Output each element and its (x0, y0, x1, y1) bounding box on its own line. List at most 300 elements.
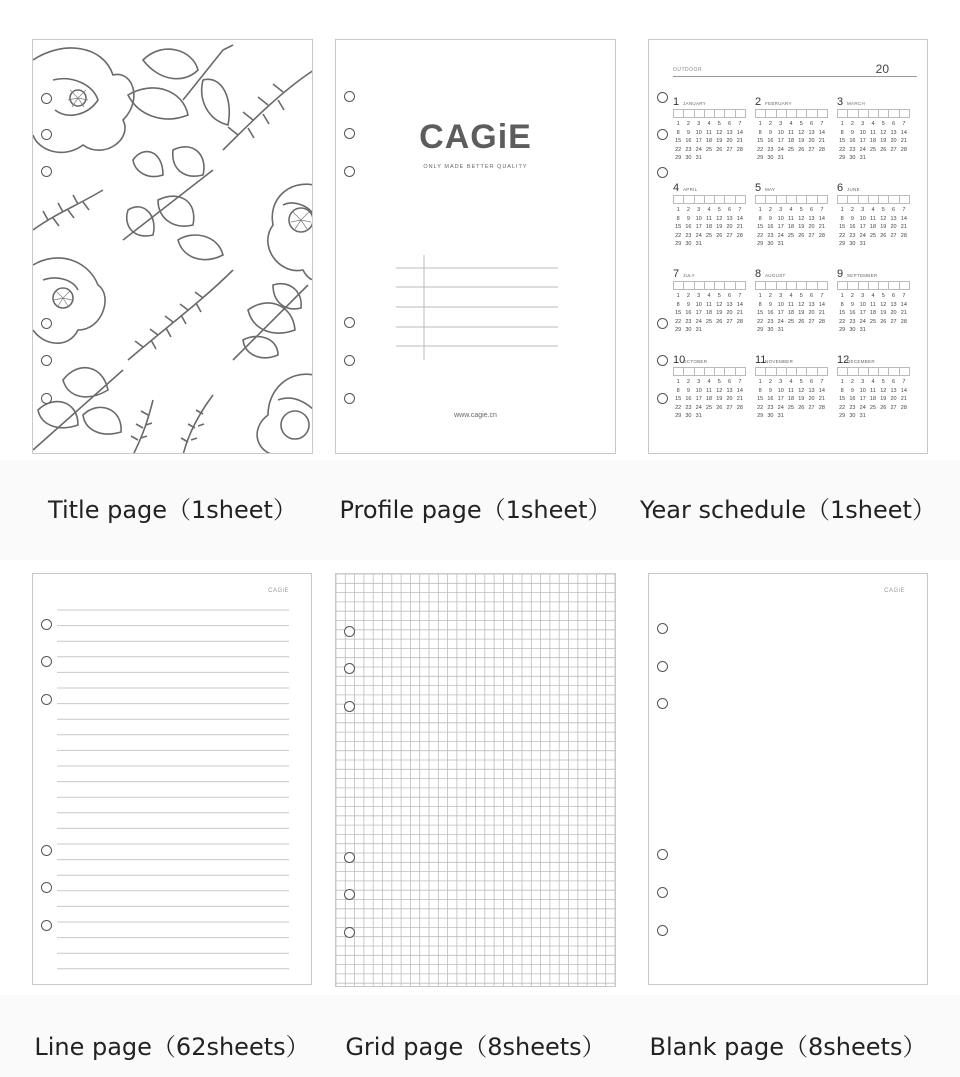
month-name: JULY (683, 273, 695, 278)
month-days (673, 293, 745, 334)
day-number: 21 (736, 138, 743, 144)
website-text: www.cagie.cn (454, 412, 497, 419)
day-number: 16 (849, 224, 856, 230)
month-block (837, 96, 909, 162)
month-boxes (837, 109, 909, 118)
day-number: 13 (890, 387, 897, 394)
day-number: 27 (808, 146, 815, 153)
month-name: SEPTEMBER (847, 273, 878, 278)
day-number: 17 (859, 224, 866, 230)
day-number: 9 (850, 301, 854, 308)
day-number: 4 (707, 207, 711, 213)
day-number: 23 (767, 146, 774, 153)
month-number: 5 (755, 182, 762, 194)
day-number: 22 (675, 404, 682, 411)
month-header (673, 96, 745, 108)
month-boxes (837, 195, 909, 204)
day-number: 14 (900, 215, 907, 222)
day-number: 2 (686, 121, 690, 127)
day-number: 11 (870, 215, 876, 222)
day-number: 31 (859, 327, 866, 333)
day-number: 20 (726, 224, 733, 230)
day-number: 7 (902, 379, 906, 385)
caption-year-schedule: Year schedule（1sheet） (640, 496, 936, 524)
day-number: 31 (859, 241, 866, 247)
day-number: 31 (777, 413, 784, 419)
day-number: 31 (695, 155, 702, 161)
day-number: 11 (788, 387, 794, 394)
month-boxes (673, 281, 745, 290)
day-number: 20 (726, 396, 733, 402)
month-days (673, 379, 745, 420)
day-number: 16 (767, 224, 774, 230)
day-number: 4 (707, 293, 711, 299)
day-number: 12 (716, 387, 723, 394)
day-number: 27 (726, 318, 733, 325)
caption-profile-page: Profile page（1sheet） (339, 496, 612, 524)
day-number: 22 (839, 232, 846, 239)
month-number: 6 (837, 182, 844, 194)
binder-hole (657, 887, 668, 898)
caption-line-page: Line page（62sheets） (34, 1033, 310, 1061)
month-block (755, 354, 827, 420)
day-number: 12 (798, 215, 805, 222)
binder-hole (41, 93, 52, 104)
year-schedule-header (673, 62, 917, 77)
day-number: 12 (880, 129, 887, 136)
day-number: 4 (707, 121, 711, 127)
day-number: 6 (810, 293, 814, 299)
day-number: 27 (726, 146, 733, 153)
day-number: 7 (902, 293, 906, 299)
month-name: MAY (765, 187, 776, 192)
day-number: 24 (695, 318, 702, 325)
day-number: 13 (726, 129, 733, 136)
day-number: 28 (818, 232, 825, 239)
month-boxes (755, 195, 827, 204)
day-number: 3 (697, 379, 701, 385)
day-number: 27 (726, 404, 733, 411)
day-number: 6 (728, 121, 732, 127)
month-block (673, 96, 745, 162)
day-number: 9 (768, 301, 772, 308)
binder-hole (657, 661, 668, 672)
day-number: 30 (849, 327, 856, 333)
day-number: 8 (676, 215, 680, 222)
day-number: 3 (861, 121, 865, 127)
day-number: 13 (808, 301, 815, 308)
day-number: 15 (675, 310, 682, 316)
day-number: 23 (849, 146, 856, 153)
day-number: 24 (777, 232, 784, 239)
month-boxes (673, 367, 745, 376)
binder-hole (41, 656, 52, 667)
day-number: 27 (808, 404, 815, 411)
binder-hole (344, 128, 355, 139)
day-number: 25 (705, 232, 713, 239)
day-number: 13 (726, 215, 733, 222)
day-number: 26 (880, 232, 887, 239)
day-number: 29 (675, 241, 682, 247)
day-number: 4 (707, 379, 711, 385)
day-number: 16 (849, 138, 856, 144)
day-number: 13 (726, 301, 733, 308)
day-number: 6 (810, 121, 814, 127)
day-number: 17 (695, 138, 702, 144)
brand-mark: CAGiE (268, 588, 289, 594)
day-number: 18 (705, 396, 713, 402)
month-name: MARCH (847, 101, 865, 106)
day-number: 17 (777, 138, 784, 144)
day-number: 13 (808, 129, 815, 136)
day-number: 29 (839, 241, 846, 247)
day-number: 1 (758, 379, 762, 385)
day-number: 13 (726, 387, 733, 394)
month-number: 3 (837, 96, 844, 108)
day-number: 9 (686, 129, 690, 136)
month-boxes (755, 109, 827, 118)
day-number: 20 (808, 224, 815, 230)
day-number: 10 (695, 129, 702, 136)
day-number: 10 (777, 215, 784, 222)
month-header (837, 354, 909, 366)
day-number: 17 (695, 310, 702, 316)
day-number: 21 (900, 224, 907, 230)
day-number: 21 (818, 396, 825, 402)
month-name: FEBRUARY (765, 101, 792, 106)
day-number: 24 (859, 146, 866, 153)
month-block (755, 268, 827, 334)
day-number: 28 (818, 146, 825, 153)
day-number: 20 (808, 310, 815, 316)
day-number: 30 (849, 241, 856, 247)
day-number: 11 (870, 301, 876, 308)
day-number: 16 (685, 310, 692, 316)
day-number: 19 (716, 138, 723, 144)
day-number: 6 (810, 207, 814, 213)
day-number: 21 (818, 138, 825, 144)
month-boxes (837, 367, 909, 376)
day-number: 27 (726, 232, 733, 239)
day-number: 31 (777, 327, 784, 333)
line-page-sheet (32, 573, 312, 985)
day-number: 19 (716, 224, 723, 230)
ruled-lines (33, 574, 312, 985)
day-number: 30 (685, 327, 692, 333)
day-number: 22 (839, 146, 846, 153)
day-number: 26 (880, 404, 887, 411)
day-number: 29 (675, 413, 682, 419)
day-number: 22 (675, 146, 682, 153)
day-number: 11 (870, 387, 876, 394)
day-number: 11 (706, 387, 712, 394)
month-days (755, 121, 827, 162)
binder-hole (41, 694, 52, 705)
day-number: 21 (900, 138, 907, 144)
day-number: 19 (798, 396, 805, 402)
day-number: 2 (850, 207, 854, 213)
day-number: 12 (716, 215, 723, 222)
day-number: 21 (818, 224, 825, 230)
binder-hole (657, 92, 668, 103)
day-number: 3 (861, 379, 865, 385)
day-number: 11 (788, 129, 794, 136)
day-number: 8 (840, 301, 844, 308)
day-number: 24 (695, 146, 702, 153)
binder-hole (657, 393, 668, 404)
day-number: 19 (798, 224, 805, 230)
day-number: 14 (818, 301, 825, 308)
day-number: 11 (870, 129, 876, 136)
day-number: 3 (861, 207, 865, 213)
day-number: 30 (767, 327, 774, 333)
month-number: 4 (673, 182, 680, 194)
day-number: 8 (676, 387, 680, 394)
day-number: 21 (818, 310, 825, 316)
day-number: 21 (900, 396, 907, 402)
month-boxes (673, 109, 745, 118)
month-header (755, 96, 827, 108)
day-number: 31 (777, 241, 784, 247)
day-number: 10 (777, 387, 784, 394)
day-number: 19 (880, 224, 887, 230)
month-boxes (755, 367, 827, 376)
day-number: 15 (675, 224, 682, 230)
day-number: 7 (820, 293, 824, 299)
day-number: 15 (757, 310, 764, 316)
binder-hole (657, 129, 668, 140)
binder-hole (344, 393, 355, 404)
day-number: 2 (768, 379, 772, 385)
day-number: 15 (839, 310, 846, 316)
year-label: 20 (875, 62, 889, 76)
day-number: 24 (777, 404, 784, 411)
binder-hole (344, 663, 355, 674)
day-number: 24 (859, 318, 866, 325)
day-number: 5 (881, 293, 885, 299)
day-number: 22 (757, 318, 764, 325)
month-header (673, 268, 745, 280)
day-number: 5 (717, 121, 721, 127)
month-name: OCTOBER (683, 359, 708, 364)
month-days (837, 207, 909, 248)
day-number: 3 (697, 121, 701, 127)
day-number: 4 (789, 121, 793, 127)
day-number: 28 (900, 404, 907, 411)
day-number: 30 (849, 155, 856, 161)
day-number: 23 (849, 318, 856, 325)
day-number: 1 (840, 293, 844, 299)
day-number: 25 (705, 404, 713, 411)
binder-hole (344, 91, 355, 102)
day-number: 1 (676, 121, 680, 127)
day-number: 15 (757, 138, 764, 144)
day-number: 1 (840, 379, 844, 385)
day-number: 29 (757, 413, 764, 419)
binder-hole (344, 927, 355, 938)
day-number: 4 (871, 379, 875, 385)
day-number: 27 (890, 404, 897, 411)
day-number: 23 (685, 146, 692, 153)
day-number: 3 (779, 207, 783, 213)
day-number: 16 (767, 396, 774, 402)
day-number: 7 (738, 207, 742, 213)
day-number: 2 (686, 379, 690, 385)
month-days (755, 379, 827, 420)
binder-hole (657, 623, 668, 634)
day-number: 31 (777, 155, 784, 161)
binder-hole (344, 852, 355, 863)
day-number: 18 (787, 310, 795, 316)
day-number: 24 (695, 232, 702, 239)
day-number: 10 (695, 387, 702, 394)
day-number: 26 (880, 318, 887, 325)
day-number: 16 (685, 224, 692, 230)
month-header (673, 182, 745, 194)
day-number: 23 (767, 232, 774, 239)
day-number: 4 (789, 207, 793, 213)
day-number: 2 (768, 207, 772, 213)
flower-bottom-right (257, 374, 313, 454)
day-number: 29 (675, 327, 682, 333)
month-block (755, 182, 827, 248)
day-number: 26 (798, 318, 805, 325)
day-number: 1 (840, 207, 844, 213)
day-number: 7 (738, 121, 742, 127)
month-number: 7 (673, 268, 680, 280)
day-number: 13 (890, 301, 897, 308)
day-number: 10 (695, 215, 702, 222)
binder-hole (344, 317, 355, 328)
day-number: 14 (736, 215, 743, 222)
month-name: JUNE (847, 187, 860, 192)
day-number: 9 (686, 301, 690, 308)
binder-hole (41, 882, 52, 893)
day-number: 26 (798, 232, 805, 239)
day-number: 12 (716, 129, 723, 136)
binder-hole (41, 619, 52, 630)
day-number: 28 (736, 146, 743, 153)
day-number: 20 (726, 138, 733, 144)
binder-hole (657, 698, 668, 709)
day-number: 8 (840, 129, 844, 136)
day-number: 30 (685, 413, 692, 419)
month-days (755, 293, 827, 334)
day-number: 12 (798, 387, 805, 394)
month-header (673, 354, 745, 366)
day-number: 8 (840, 387, 844, 394)
day-number: 3 (861, 293, 865, 299)
day-number: 5 (881, 379, 885, 385)
day-number: 22 (757, 404, 764, 411)
day-number: 8 (840, 215, 844, 222)
month-boxes (673, 195, 745, 204)
day-number: 28 (736, 232, 743, 239)
day-number: 23 (685, 232, 692, 239)
day-number: 5 (717, 379, 721, 385)
binder-hole (41, 129, 52, 140)
day-number: 19 (880, 396, 887, 402)
day-number: 26 (798, 146, 805, 153)
day-number: 19 (716, 396, 723, 402)
day-number: 18 (869, 396, 877, 402)
day-number: 6 (728, 293, 732, 299)
day-number: 5 (799, 121, 803, 127)
grid-lines (336, 574, 616, 987)
day-number: 21 (900, 310, 907, 316)
day-number: 28 (900, 146, 907, 153)
flower-left-middle (33, 258, 105, 343)
day-number: 2 (768, 293, 772, 299)
day-number: 29 (839, 413, 846, 419)
day-number: 27 (890, 318, 897, 325)
day-number: 26 (798, 404, 805, 411)
day-number: 23 (767, 404, 774, 411)
grid-page-sheet (335, 573, 616, 987)
binder-hole (344, 701, 355, 712)
month-name: APRIL (683, 187, 698, 192)
month-header (755, 268, 827, 280)
day-number: 28 (900, 232, 907, 239)
day-number: 22 (757, 232, 764, 239)
month-number: 1 (673, 96, 680, 108)
day-number: 28 (818, 404, 825, 411)
month-block (837, 182, 909, 248)
day-number: 15 (675, 396, 682, 402)
brand-tagline: ONLY MADE BETTER QUALITY (423, 164, 528, 170)
day-number: 25 (869, 146, 877, 153)
month-number: 11 (755, 354, 767, 366)
header-label: OUTDOOR (673, 67, 703, 73)
day-number: 31 (859, 155, 866, 161)
day-number: 15 (839, 224, 846, 230)
day-number: 1 (676, 207, 680, 213)
day-number: 24 (859, 232, 866, 239)
day-number: 25 (787, 232, 795, 239)
day-number: 25 (869, 232, 877, 239)
day-number: 16 (685, 396, 692, 402)
day-number: 12 (880, 387, 887, 394)
day-number: 12 (716, 301, 723, 308)
day-number: 31 (695, 241, 702, 247)
day-number: 8 (676, 301, 680, 308)
month-number: 10 (673, 354, 686, 366)
day-number: 9 (850, 129, 854, 136)
day-number: 22 (757, 146, 764, 153)
day-number: 17 (695, 396, 702, 402)
day-number: 11 (706, 301, 712, 308)
day-number: 2 (686, 207, 690, 213)
month-block (837, 268, 909, 334)
day-number: 6 (892, 379, 896, 385)
day-number: 21 (736, 224, 743, 230)
day-number: 13 (890, 215, 897, 222)
day-number: 2 (686, 293, 690, 299)
day-number: 9 (850, 387, 854, 394)
caption-grid-page: Grid page（8sheets） (345, 1033, 606, 1061)
month-block (673, 182, 745, 248)
day-number: 14 (900, 301, 907, 308)
day-number: 3 (779, 293, 783, 299)
month-name: DECEMBER (847, 359, 875, 364)
day-number: 22 (839, 318, 846, 325)
day-number: 24 (777, 146, 784, 153)
day-number: 19 (716, 310, 723, 316)
binder-hole (657, 318, 668, 329)
day-number: 29 (757, 155, 764, 161)
month-days (837, 293, 909, 334)
day-number: 14 (900, 387, 907, 394)
